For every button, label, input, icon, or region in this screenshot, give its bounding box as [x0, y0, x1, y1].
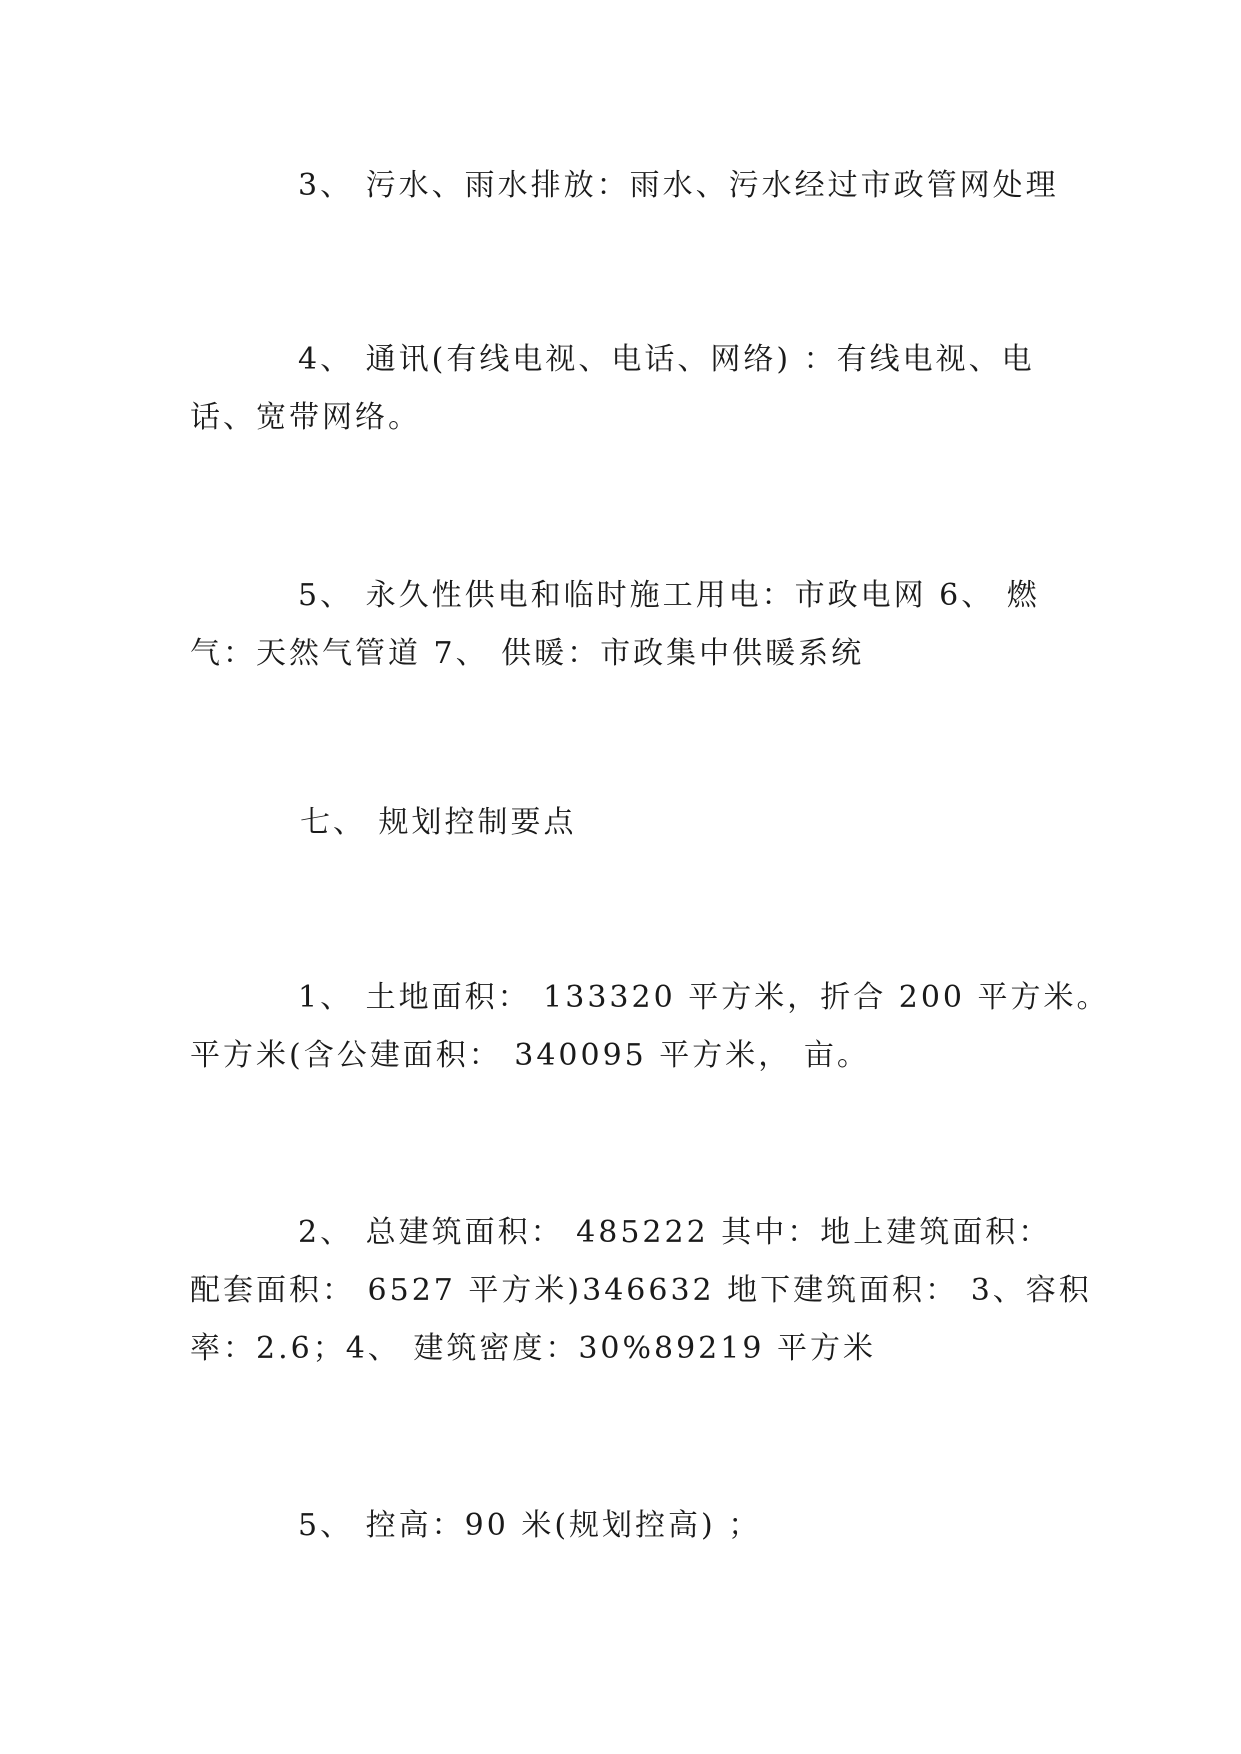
paragraph-line: 3、 污水、雨水排放：雨水、污水经过市政管网处理	[298, 168, 1059, 203]
section-heading-text: 七、 规划控制要点	[300, 805, 577, 840]
paragraph-land-area	[190, 969, 1110, 1085]
paragraph-line: 平方米(含公建面积： 340095 平方米， 亩。	[190, 1038, 870, 1073]
paragraph-line: 1、 土地面积： 133320 平方米，折合 200 平方米。	[298, 980, 1110, 1015]
paragraph-line: 气：天然气管道 7、 供暖：市政集中供暖系统	[190, 636, 865, 671]
paragraph-line: 2、 总建筑面积： 485222 其中：地上建筑面积：	[298, 1215, 1052, 1250]
section-heading-planning-control	[190, 794, 1062, 852]
paragraph-line: 话、宽带网络。	[190, 400, 421, 435]
paragraph-line: 率：2.6；4、 建筑密度：30%89219 平方米	[190, 1331, 876, 1366]
paragraph-line: 4、 通讯(有线电视、电话、网络) ：有线电视、电	[298, 342, 1035, 377]
paragraph-sewage-drainage	[190, 157, 1062, 215]
paragraph-height-control	[190, 1497, 1062, 1555]
paragraph-power-gas-heating	[190, 567, 1062, 683]
paragraph-line: 5、 控高：90 米(规划控高) ；	[298, 1508, 762, 1543]
paragraph-line: 配套面积： 6527 平方米)346632 地下建筑面积： 3、容积	[190, 1273, 1092, 1308]
paragraph-building-area	[190, 1204, 1092, 1378]
paragraph-communications	[190, 331, 1062, 447]
paragraph-line: 5、 永久性供电和临时施工用电：市政电网 6、 燃	[298, 578, 1040, 613]
